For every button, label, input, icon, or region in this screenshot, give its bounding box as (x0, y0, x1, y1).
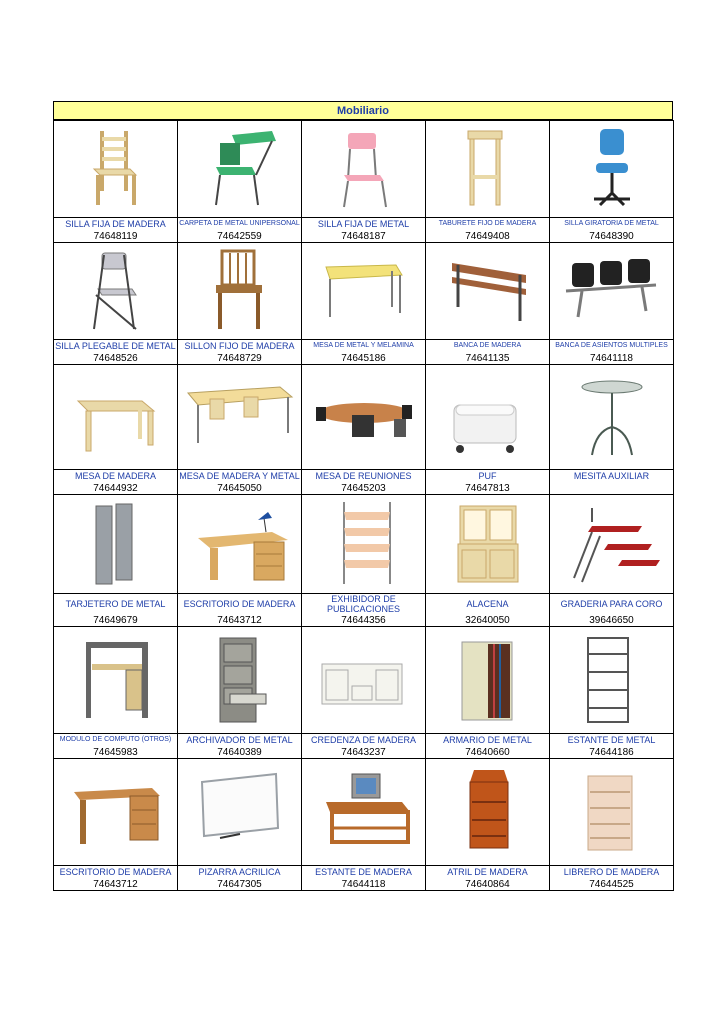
item-image-cell (426, 759, 550, 866)
meeting-table-icon (304, 367, 424, 467)
item-image-cell (426, 243, 550, 340)
item-image-cell (426, 627, 550, 734)
item-name: MODULO DE COMPUTO (OTROS) (54, 734, 178, 747)
item-code: 74649679 (54, 614, 178, 627)
item-name: SILLA PLEGABLE DE METAL (55, 341, 176, 351)
item-name: ESCRITORIO DE MADERA (178, 594, 302, 615)
item-name: ESCRITORIO DE MADERA (54, 866, 178, 879)
multi-seat-icon (552, 245, 672, 337)
item-image-cell (302, 243, 426, 340)
item-code: 74640864 (426, 878, 550, 891)
stool-icon (428, 123, 548, 215)
item-name: ALACENA (426, 594, 550, 615)
item-name: CREDENZA DE MADERA (302, 734, 426, 747)
item-name: MESA DE REUNIONES (302, 470, 426, 483)
armchair-icon (180, 245, 300, 337)
item-image-cell (54, 121, 178, 218)
item-code: 74640389 (178, 746, 302, 759)
desk-icon (180, 497, 300, 591)
title-bar (53, 101, 673, 120)
item-image-cell (302, 627, 426, 734)
item-name: MESITA AUXILIAR (550, 470, 674, 483)
item-name: ARMARIO DE METAL (426, 734, 550, 747)
item-image-cell (54, 365, 178, 470)
item-name: ARCHIVADOR DE METAL (178, 734, 302, 747)
risers-icon (552, 497, 672, 591)
bench-icon (428, 245, 548, 337)
item-code: 74648119 (54, 230, 178, 243)
item-image-cell (550, 243, 674, 340)
item-image-cell (54, 759, 178, 866)
item-name: LIBRERO DE MADERA (550, 866, 674, 879)
item-code: 74647305 (178, 878, 302, 891)
item-code: 74641135 (426, 352, 550, 365)
metal-shelf-icon (552, 629, 672, 731)
item-image-cell (302, 121, 426, 218)
credenza-icon (304, 629, 424, 731)
item-name: BANCA DE MADERA (426, 340, 550, 353)
item-name: ESTANTE DE MADERA (302, 866, 426, 879)
item-image-cell (54, 495, 178, 594)
name-row (54, 218, 674, 231)
code-row (54, 482, 674, 495)
name-row (54, 594, 674, 615)
wood-table-icon (56, 367, 176, 467)
item-image-cell (302, 495, 426, 594)
item-name: SILLA GIRATORIA DE METAL (550, 218, 674, 231)
wood-chair-icon (56, 123, 176, 215)
image-row (54, 243, 674, 340)
item-code: 74643712 (54, 878, 178, 891)
item-code (550, 482, 674, 495)
item-code: 74643237 (302, 746, 426, 759)
computer-desk-icon (56, 629, 176, 731)
name-row (54, 470, 674, 483)
card-rack-icon (56, 497, 176, 591)
table-icon (304, 245, 424, 337)
folding-chair-icon (56, 245, 176, 337)
item-image-cell (54, 243, 178, 340)
swivel-chair-icon (552, 123, 672, 215)
item-image-cell (426, 495, 550, 594)
item-code: 74643712 (178, 614, 302, 627)
round-table-icon (552, 367, 672, 467)
item-name: CARPETA DE METAL UNIPERSONAL (178, 218, 302, 231)
item-name: PIZARRA ACRILICA (178, 866, 302, 879)
item-code: 74642559 (178, 230, 302, 243)
item-code: 39646650 (550, 614, 674, 627)
tv-stand-icon (304, 761, 424, 863)
item-code: 74640660 (426, 746, 550, 759)
name-row (54, 340, 674, 353)
code-row (54, 352, 674, 365)
item-image-cell (178, 121, 302, 218)
item-image-cell (550, 495, 674, 594)
item-name: MESA DE METAL Y MELAMINA (302, 340, 426, 353)
item-code: 74644932 (54, 482, 178, 495)
item-name: TARJETERO DE METAL (54, 594, 178, 615)
item-code: 74641118 (550, 352, 674, 365)
name-row (54, 734, 674, 747)
display-shelf-icon (304, 497, 424, 591)
code-row (54, 230, 674, 243)
item-code: 74648526 (54, 352, 178, 365)
item-image-cell (302, 365, 426, 470)
file-cabinet-icon (180, 629, 300, 731)
image-row (54, 759, 674, 866)
image-row (54, 627, 674, 734)
metal-chair-icon (304, 123, 424, 215)
item-code: 74645203 (302, 482, 426, 495)
item-name: SILLA FIJA DE MADERA (54, 218, 178, 231)
item-name: EXHIBIDOR DE PUBLICACIONES (302, 594, 426, 615)
furniture-grid (53, 120, 674, 891)
furniture-sheet (53, 101, 673, 891)
item-image-cell (178, 627, 302, 734)
item-code: 74649408 (426, 230, 550, 243)
item-image-cell (178, 759, 302, 866)
item-image-cell (178, 365, 302, 470)
item-code: 74644525 (550, 878, 674, 891)
item-image-cell (550, 627, 674, 734)
wood-desk-icon (56, 761, 176, 863)
item-name: TABURETE FIJO DE MADERA (426, 218, 550, 231)
item-code: 74648729 (178, 352, 302, 365)
item-image-cell (550, 365, 674, 470)
item-name: ATRIL DE MADERA (426, 866, 550, 879)
item-image-cell (54, 627, 178, 734)
item-name: PUF (426, 470, 550, 483)
cupboard-icon (428, 497, 548, 591)
item-image-cell (426, 365, 550, 470)
item-image-cell (178, 243, 302, 340)
item-code: 74644356 (302, 614, 426, 627)
item-name: GRADERIA PARA CORO (550, 594, 674, 615)
item-code: 32640050 (426, 614, 550, 627)
lectern-icon (428, 761, 548, 863)
item-image-cell (302, 759, 426, 866)
item-name: SILLON FIJO DE MADERA (178, 340, 302, 353)
item-code: 74648187 (302, 230, 426, 243)
item-image-cell (550, 121, 674, 218)
page-title: Mobiliario (337, 104, 389, 117)
whiteboard-icon (180, 761, 300, 863)
name-row (54, 866, 674, 879)
item-name: MESA DE MADERA (54, 470, 178, 483)
item-name: BANCA DE ASIENTOS MULTIPLES (550, 340, 674, 353)
item-code: 74647813 (426, 482, 550, 495)
item-code: 74645186 (302, 352, 426, 365)
image-row (54, 121, 674, 218)
item-code: 74648390 (550, 230, 674, 243)
school-desk-icon (180, 123, 300, 215)
metal-cabinet-icon (428, 629, 548, 731)
code-row (54, 878, 674, 891)
item-image-cell (550, 759, 674, 866)
bookcase-icon (552, 761, 672, 863)
item-image-cell (426, 121, 550, 218)
item-code: 74644186 (550, 746, 674, 759)
long-table-icon (180, 367, 300, 467)
code-row (54, 614, 674, 627)
item-name: MESA DE MADERA Y METAL (179, 471, 300, 481)
image-row (54, 495, 674, 594)
item-name: SILLA FIJA DE METAL (302, 218, 426, 231)
item-name: ESTANTE DE METAL (550, 734, 674, 747)
item-image-cell (178, 495, 302, 594)
image-row (54, 365, 674, 470)
code-row (54, 746, 674, 759)
item-code: 74645983 (54, 746, 178, 759)
item-code: 74644118 (302, 878, 426, 891)
item-code: 74645050 (178, 482, 302, 495)
ottoman-icon (428, 367, 548, 467)
